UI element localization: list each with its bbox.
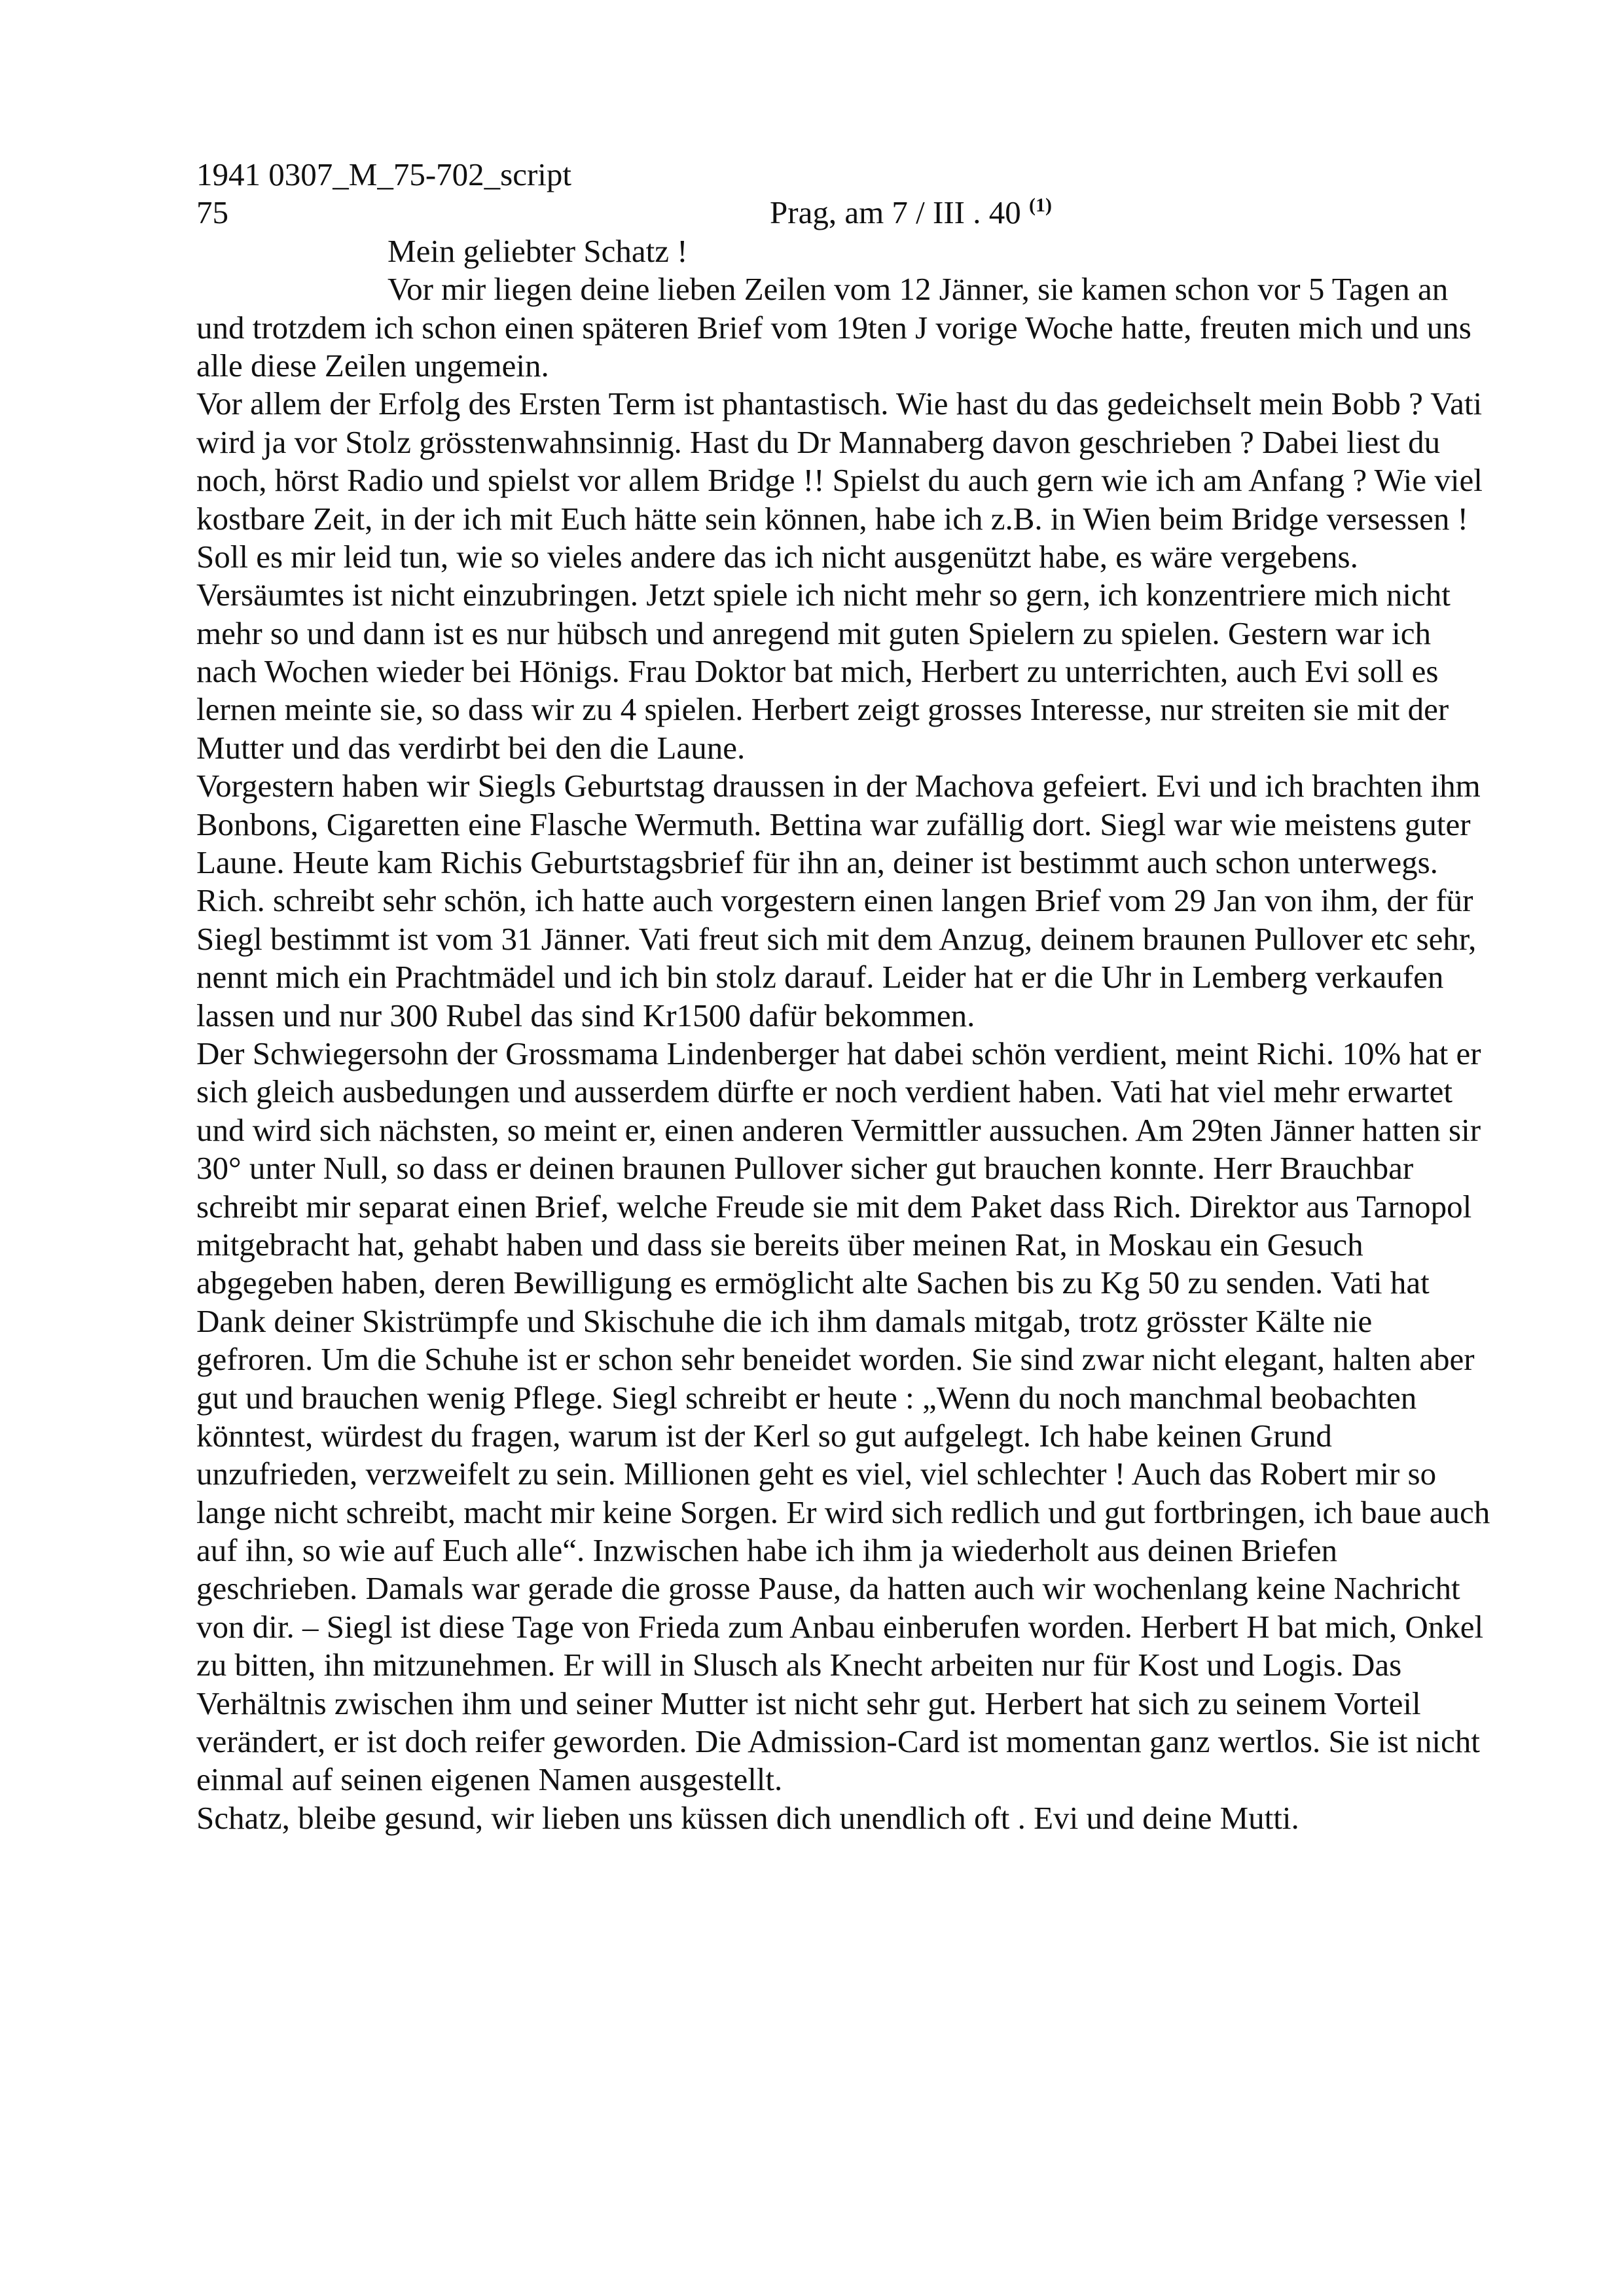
text-line: gut und brauchen wenig Pflege. Siegl schreibt er heute : „Wenn du noch manchmal beobachten (196, 1379, 1417, 1416)
text-line: nennt mich ein Prachtmädel und ich bin stolz darauf. Leider hat er die Uhr in Lemberg verkaufen (196, 959, 1444, 996)
text-line: Schatz, bleibe gesund, wir lieben uns küssen dich unendlich oft . Evi und deine Mutti. (196, 1799, 1299, 1836)
letter-body (196, 270, 1571, 1837)
text-line: lernen meinte sie, so dass wir zu 4 spielen. Herbert zeigt grosses Interesse, nur streiten sie mit der (196, 691, 1449, 728)
text-line: geschrieben. Damals war gerade die grosse Pause, da hatten auch wir wochenlang keine Nachricht (196, 1570, 1460, 1607)
text-line: und trotzdem ich schon einen späteren Brief vom 19ten J vorige Woche hatte, freuten mich und uns (196, 309, 1471, 346)
text-line: Mutter und das verdirbt bei den die Laune. (196, 729, 746, 766)
text-line: Der Schwiegersohn der Grossmama Lindenberger hat dabei schön verdient, meint Richi. 10% hat er (196, 1035, 1481, 1071)
text-line: und wird sich nächsten, so meint er, einen anderen Vermittler aussuchen. Am 29ten Jänner hatten sir (196, 1111, 1481, 1148)
text-line: nach Wochen wieder bei Hönigs. Frau Doktor bat mich, Herbert zu unterrichten, auch Evi soll es (196, 653, 1439, 690)
document-id: 1941 0307_M_75-702_script (196, 156, 571, 192)
text-line: Soll es mir leid tun, wie so vieles andere das ich nicht ausgenützt habe, es wäre vergebens. (196, 538, 1358, 575)
text-line: von dir. – Siegl ist diese Tage von Frieda zum Anbau einberufen worden. Herbert H bat mich, Onkel (196, 1608, 1484, 1645)
text-line: abgegeben haben, deren Bewilligung es ermöglicht alte Sachen bis zu Kg 50 zu senden. Vati hat (196, 1265, 1430, 1301)
text-line: zu bitten, ihn mitzunehmen. Er will in Slusch als Knecht arbeiten nur für Kost und Logis. Das (196, 1647, 1402, 1683)
text-line: alle diese Zeilen ungemein. (196, 347, 549, 384)
text-line: Rich. schreibt sehr schön, ich hatte auch vorgestern einen langen Brief vom 29 Jan von ihm, der für (196, 882, 1473, 919)
text-line: lassen und nur 300 Rubel das sind Kr1500 dafür bekommen. (196, 997, 975, 1033)
text-line: Laune. Heute kam Richis Geburtstagsbrief für ihn an, deiner ist bestimmt auch schon unterwegs. (196, 844, 1438, 881)
text-line: Verhältnis zwischen ihm und seiner Mutter ist nicht sehr gut. Herbert hat sich zu seinem Vorteil (196, 1685, 1421, 1721)
place-date (770, 194, 1052, 232)
text-line: lange nicht schreibt, macht mir keine Sorgen. Er wird sich redlich und gut fortbringen, ich baue auch (196, 1494, 1490, 1530)
letter-header-row (196, 194, 1571, 232)
text-line: mehr so und dann ist es nur hübsch und anregend mit guten Spielern zu spielen. Gestern war ich (196, 615, 1432, 651)
footnote-marker: (1) (1029, 194, 1052, 217)
text-line: Siegl bestimmt ist vom 31 Jänner. Vati freut sich mit dem Anzug, deinem braunen Pullover etc sehr, (196, 920, 1477, 957)
text-line: Vor allem der Erfolg des Ersten Term ist phantastisch. Wie hast du das gedeichselt mein Bobb ? Vati (196, 386, 1483, 422)
text-line: gefroren. Um die Schuhe ist er schon sehr beneidet worden. Sie sind zwar nicht elegant, halten aber (196, 1341, 1475, 1378)
text-line: verändert, er ist doch reifer geworden. Die Admission-Card ist momentan ganz wertlos. Sie ist nicht (196, 1723, 1480, 1760)
text-line: wird ja vor Stolz grösstenwahnsinnig. Hast du Dr Mannaberg davon geschrieben ? Dabei liest du (196, 423, 1441, 460)
text-line: 30° unter Null, so dass er deinen braunen Pullover sicher gut brauchen konnte. Herr Brauchbar (196, 1150, 1414, 1187)
text-line: Bonbons, Cigaretten eine Flasche Wermuth. Bettina war zufällig dort. Siegl war wie meistens guter (196, 806, 1471, 842)
page-number: 75 (196, 194, 228, 231)
text-line: Versäumtes ist nicht einzubringen. Jetzt spiele ich nicht mehr so gern, ich konzentriere mich nicht (196, 577, 1451, 613)
place-date-text: Prag, am 7 / III . 40 (770, 194, 1021, 231)
text-line: Dank deiner Skistrümpfe und Skischuhe die ich ihm damals mitgab, trotz grösster Kälte nie (196, 1302, 1373, 1339)
text-line: Vorgestern haben wir Siegls Geburtstag draussen in der Machova gefeiert. Evi und ich brachten ihm (196, 768, 1481, 804)
text-line: einmal auf seinen eigenen Namen ausgestellt. (196, 1761, 783, 1798)
text-line: unzufrieden, verzweifelt zu sein. Millionen geht es viel, viel schlechter ! Auch das Robert mir so (196, 1456, 1437, 1492)
salutation: Mein geliebter Schatz ! (388, 232, 688, 269)
text-line: auf ihn, so wie auf Euch alle“. Inzwischen habe ich ihm ja wiederholt aus deinen Briefen (196, 1532, 1337, 1569)
text-line: könntest, würdest du fragen, warum ist der Kerl so gut aufgelegt. Ich habe keinen Grund (196, 1417, 1332, 1454)
text-line: schreibt mir separat einen Brief, welche Freude sie mit dem Paket dass Rich. Direktor aus Tarnopol (196, 1188, 1472, 1225)
text-line: mitgebracht hat, gehabt haben und dass sie bereits über meinen Rat, in Moskau ein Gesuch (196, 1226, 1363, 1263)
text-line: sich gleich ausbedungen und ausserdem dürfte er noch verdient haben. Vati hat viel mehr erwartet (196, 1073, 1453, 1110)
letter-page (196, 156, 1571, 1837)
text-line: noch, hörst Radio und spielst vor allem Bridge !! Spielst du auch gern wie ich am Anfang ? Wie viel (196, 462, 1483, 499)
text-line: Vor mir liegen deine lieben Zeilen vom 12 Jänner, sie kamen schon vor 5 Tagen an (388, 271, 1449, 308)
text-line: kostbare Zeit, in der ich mit Euch hätte sein können, habe ich z.B. in Wien beim Bridge versessen ! (196, 500, 1468, 537)
